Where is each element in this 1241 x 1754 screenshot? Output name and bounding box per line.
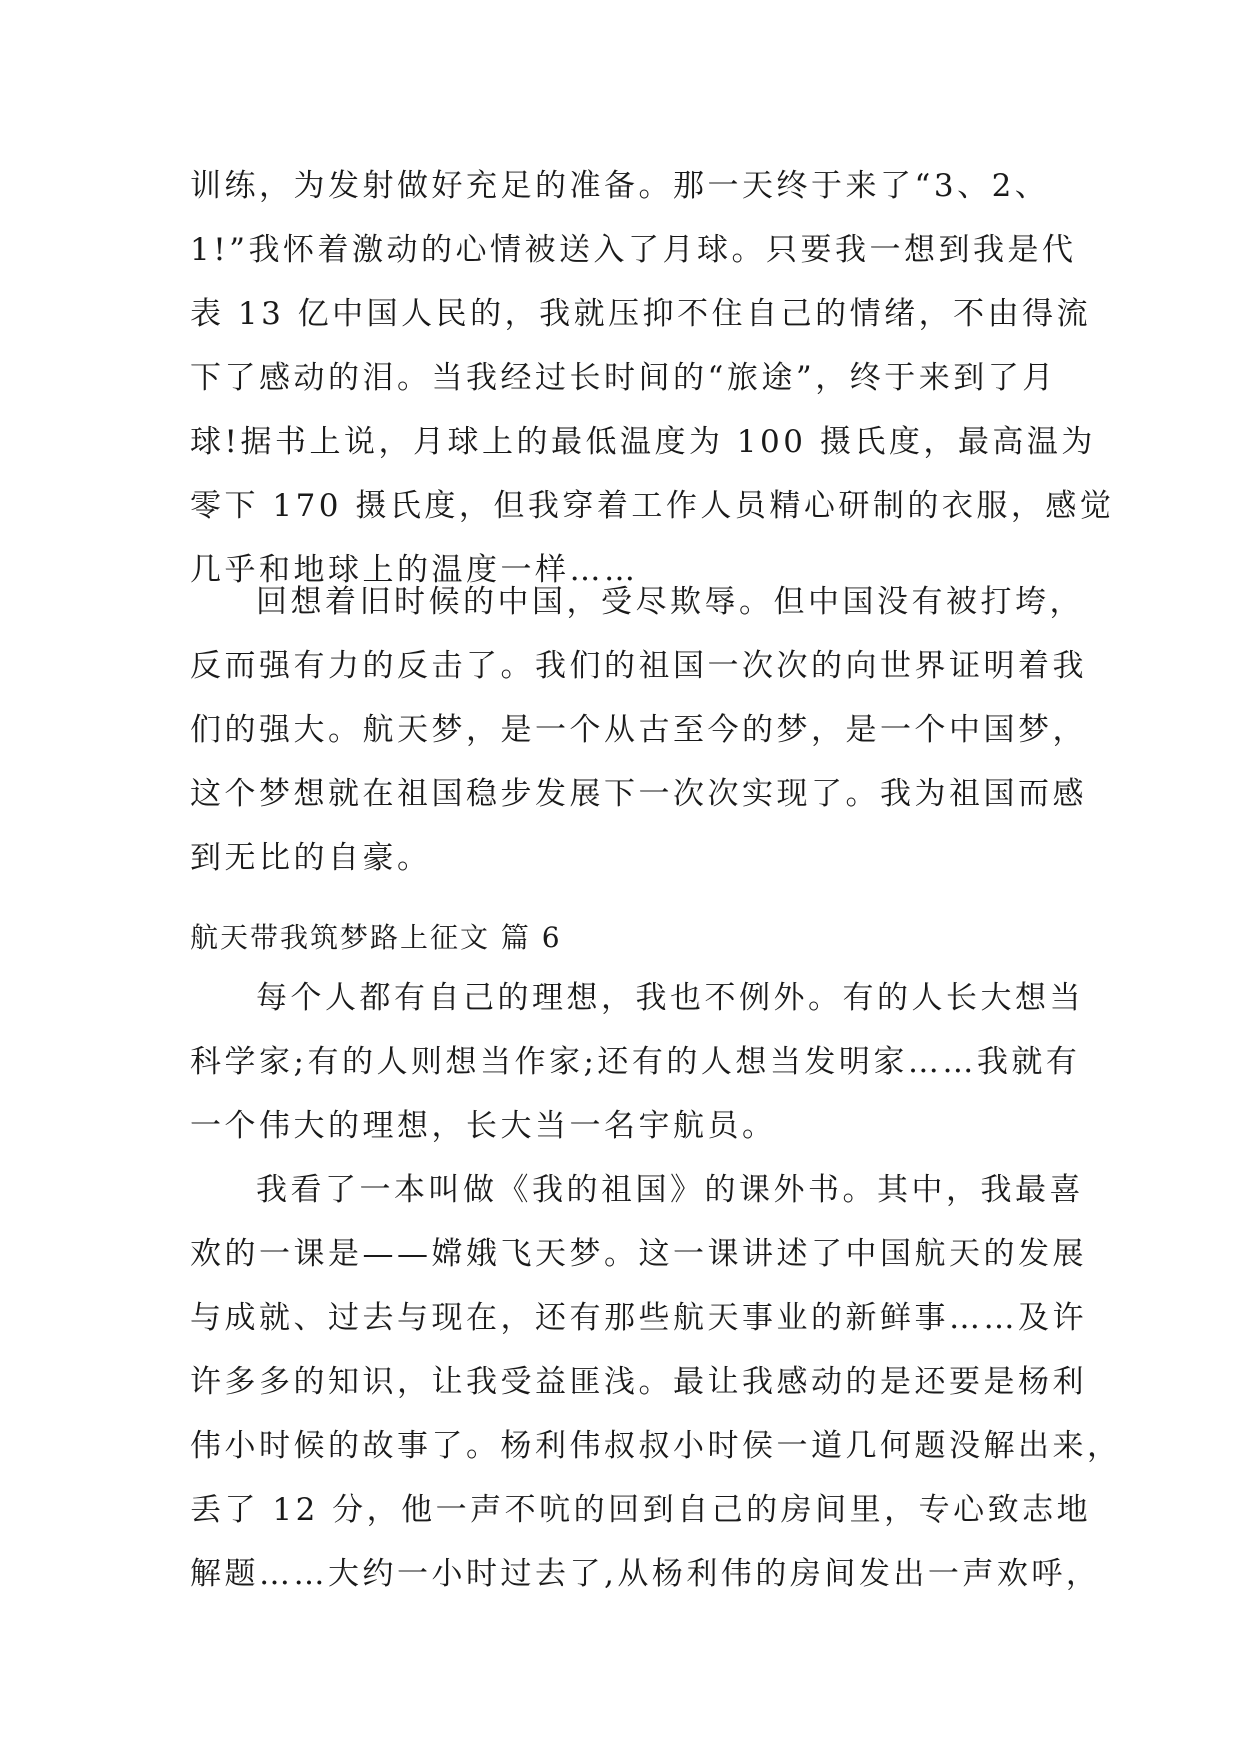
section-heading: 航天带我筑梦路上征文 篇 6 [190, 921, 562, 954]
paragraph-line: 们的强大。航天梦，是一个从古至今的梦，是一个中国梦， [190, 712, 1087, 748]
paragraph-line: 训练，为发射做好充足的准备。那一天终于来了“3、2、 [190, 168, 1050, 204]
paragraph-line: 球!据书上说，月球上的最低温度为 100 摄氏度，最高温为 [190, 424, 1096, 460]
paragraph-line: 到无比的自豪。 [190, 840, 432, 876]
paragraph-line: 许多多的知识，让我受益匪浅。最让我感动的是还要是杨利 [190, 1364, 1087, 1400]
paragraph-line: 欢的一课是——嫦娥飞天梦。这一课讲述了中国航天的发展 [190, 1236, 1087, 1272]
paragraph-line: 一个伟大的理想，长大当一名宇航员。 [190, 1108, 777, 1144]
paragraph-line: 我看了一本叫做《我的祖国》的课外书。其中，我最喜 [256, 1172, 1084, 1208]
paragraph-line: 解题……大约一小时过去了,从杨利伟的房间发出一声欢呼， [190, 1556, 1101, 1592]
paragraph-line: 丢了 12 分，他一声不吭的回到自己的房间里，专心致志地 [190, 1492, 1092, 1528]
paragraph-3 [190, 966, 1084, 1158]
paragraph-2 [190, 570, 1087, 890]
paragraph-line: 表 13 亿中国人民的，我就压抑不住自己的情绪，不由得流 [190, 296, 1092, 332]
section-heading-block [190, 906, 1060, 970]
paragraph-line: 零下 170 摄氏度，但我穿着工作人员精心研制的衣服，感觉 [190, 488, 1115, 524]
paragraph-4 [190, 1158, 1122, 1606]
paragraph-line: 回想着旧时候的中国，受尽欺辱。但中国没有被打垮， [256, 584, 1084, 620]
paragraph-line: 这个梦想就在祖国稳步发展下一次次实现了。我为祖国而感 [190, 776, 1087, 812]
paragraph-line: 1!”我怀着激动的心情被送入了月球。只要我一想到我是代 [190, 232, 1077, 268]
paragraph-line: 科学家;有的人则想当作家;还有的人想当发明家……我就有 [190, 1044, 1081, 1080]
paragraph-line: 与成就、过去与现在，还有那些航天事业的新鲜事……及许 [190, 1300, 1087, 1336]
paragraph-line: 反而强有力的反击了。我们的祖国一次次的向世界证明着我 [190, 648, 1087, 684]
paragraph-line: 每个人都有自己的理想，我也不例外。有的人长大想当 [256, 980, 1084, 1016]
paragraph-line: 几乎和地球上的温度一样…… [190, 552, 639, 588]
paragraph-line: 下了感动的泪。当我经过长时间的“旅途”，终于来到了月 [190, 360, 1057, 396]
paragraph-line: 伟小时候的故事了。杨利伟叔叔小时侯一道几何题没解出来， [190, 1428, 1122, 1464]
